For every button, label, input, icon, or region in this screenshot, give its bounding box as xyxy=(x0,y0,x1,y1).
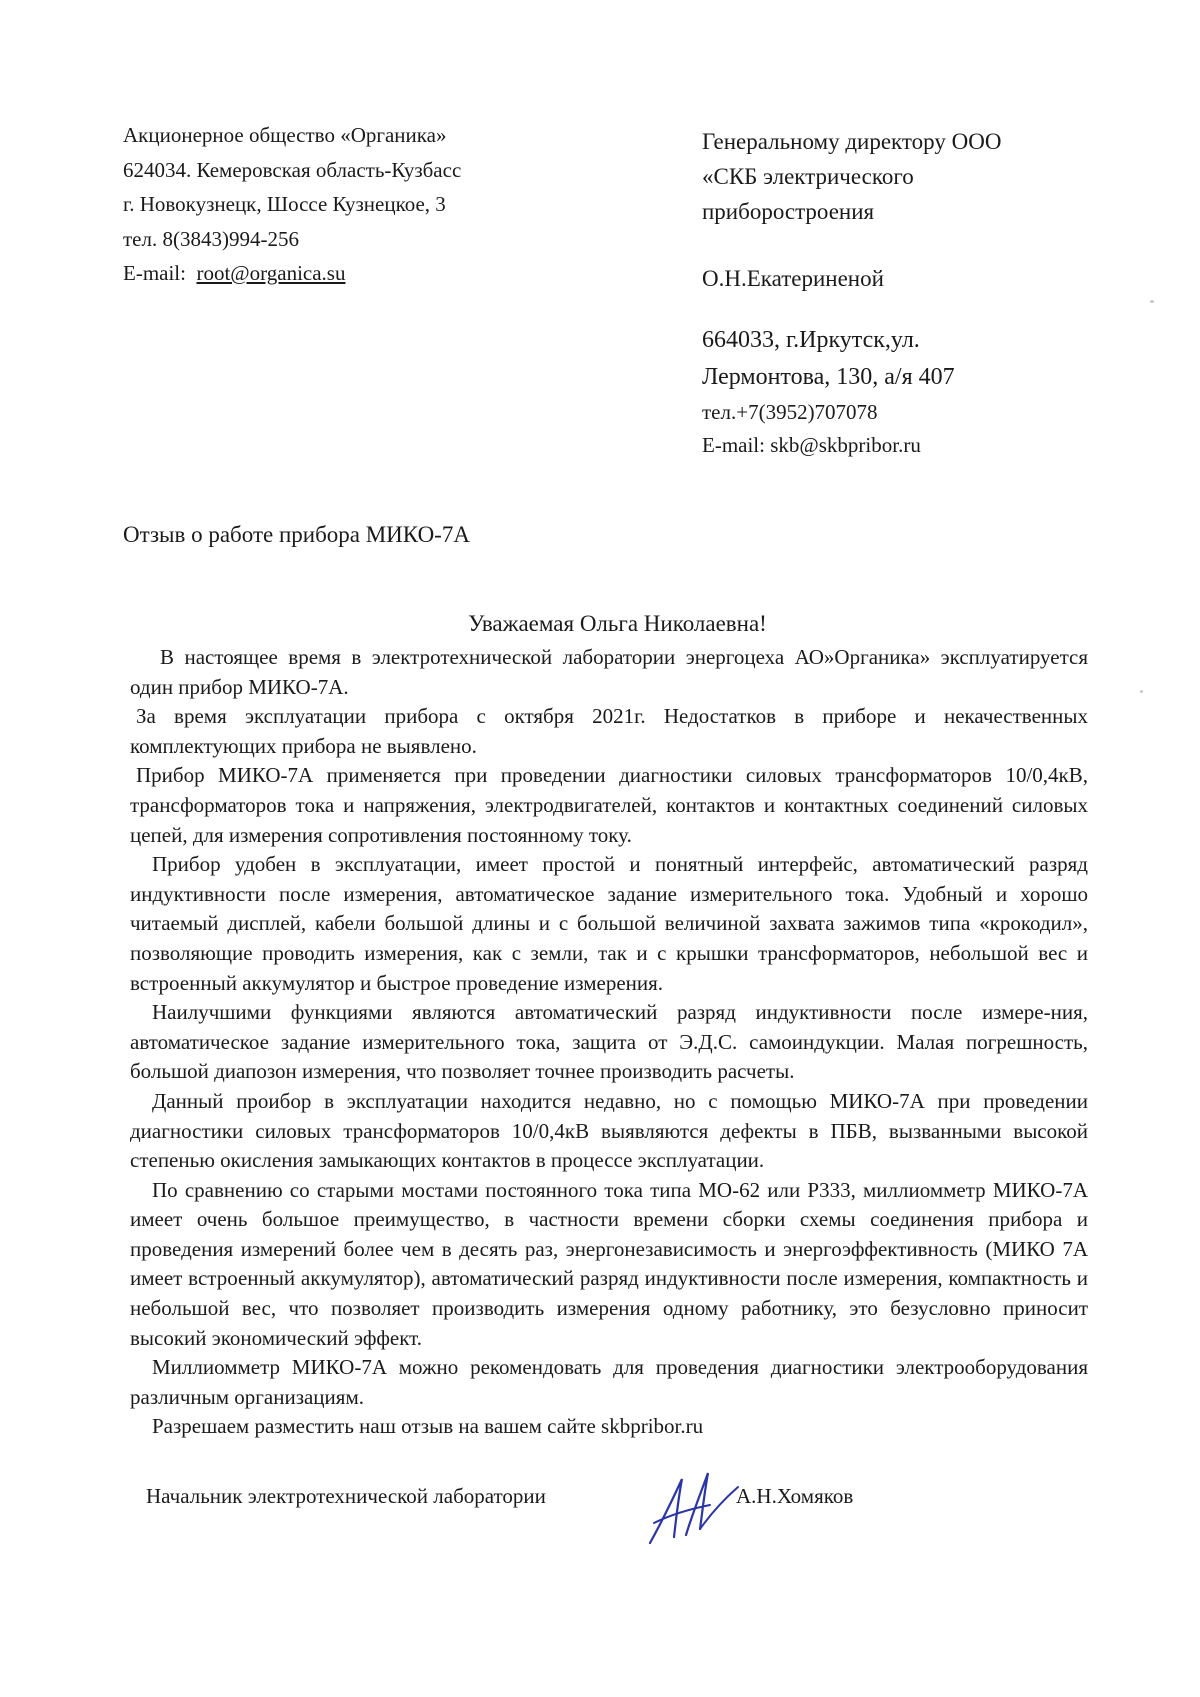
recipient-name: О.Н.Екатериненой xyxy=(702,266,884,291)
recipient-address-line2: Лермонтова, 130, а/я 407 xyxy=(702,364,955,390)
sender-block xyxy=(123,118,461,291)
handwritten-signature xyxy=(640,1465,750,1555)
body-paragraph: Прибор МИКО-7А применяется при проведении диагностики силовых трансформаторов 10/0,4кВ, трансформаторов тока и напряжения, электродвигателей, контактов и контактных соединений силовых цепей, для измерения сопротивления постоянному току. xyxy=(130,763,1088,847)
sender-phone: тел. 8(3843)994-256 xyxy=(123,226,299,251)
recipient-line1: Генеральному директору ООО xyxy=(702,129,1002,154)
body-paragraph: Миллиомметр МИКО-7А можно рекомендовать для проведения диагностики электрооборудования различным организациям. xyxy=(130,1355,1088,1409)
body-paragraph: В настоящее время в электротехнической лаборатории энергоцеха АО»Органика» эксплуатируется один прибор МИКО-7А. xyxy=(130,645,1088,699)
recipient-phone: тел.+7(3952)707078 xyxy=(702,400,878,424)
sender-email-line xyxy=(123,256,461,291)
signatory-title: Начальник электротехнической лаборатории xyxy=(146,1484,546,1508)
scan-speck xyxy=(1140,690,1143,693)
letter-subject: Отзыв о работе прибора МИКО-7А xyxy=(123,522,470,547)
body-paragraph: Разрешаем разместить наш отзыв на вашем сайте skbpribor.ru xyxy=(152,1414,704,1439)
sender-email-link[interactable]: root@organica.su xyxy=(196,261,346,285)
recipient-block xyxy=(702,124,1001,462)
body-paragraph: Прибор удобен в эксплуатации, имеет простой и понятный интерфейс, автоматический разряд индуктивности после измерения, автоматическое задание измерительного тока. Удобный и хорошо читаемый дисплей, кабели большой длины и с большой величиной захвата зажимов типа «крокодил», позволяющие проводить измерения, как с земли, так и с крышки трансформаторов, небольшой вес и встроенный аккумулятор и быстрое проведение измерения. xyxy=(130,852,1088,995)
recipient-line3: приборостроения xyxy=(702,199,875,224)
letter-body xyxy=(130,643,1088,1442)
letter-greeting: Уважаемая Ольга Николаевна! xyxy=(468,611,767,636)
signatory-name: А.Н.Хомяков xyxy=(736,1484,854,1508)
recipient-address-line1: 664033, г.Иркутск,ул. xyxy=(702,327,920,353)
sender-email-label: E-mail: xyxy=(123,261,186,285)
sender-address-line2: г. Новокузнецк, Шоссе Кузнецкое, 3 xyxy=(123,192,446,216)
body-paragraph: За время эксплуатации прибора с октября 2021г. Недостатков в приборе и некачественных комплектующих прибора не выявлено. xyxy=(130,704,1088,758)
body-paragraph: Наилучшими функциями являются автоматический разряд индуктивности после измере-ния, автоматическое задание измерительного тока, защита от Э.Д.С. самоиндукции. Малая погрешность, большой диапозон измерения, что позволяет точнее производить расчеты. xyxy=(130,1000,1088,1084)
sender-address-line1: 624034. Кемеровская область-Кузбасс xyxy=(123,157,462,182)
body-paragraph: Данный проибор в эксплуатации находится недавно, но с помощью МИКО-7А при проведении диагностики силовых трансформаторов 10/0,4кВ выявляются дефекты в ПБВ, вызванными высокой степенью окисления замыкающих контактов в процессе эксплуатации. xyxy=(130,1088,1088,1173)
body-paragraph: По сравнению со старыми мостами постоянного тока типа МО-62 или Р333, миллиомметр МИКО-7А имеет очень большое преимущество, в частности времени сборки схемы соединения прибора и проведения измерений более чем в десять раз, энергонезависимость и энергоэффективность (МИКО 7А имеет встроенный аккумулятор), автоматический разряд индуктивности после измерения, компактность и небольшой вес, что позволяет производить измерения одному работнику, это безусловно приносит высокий экономический эффект. xyxy=(130,1177,1088,1350)
sender-company: Акционерное общество «Органика» xyxy=(123,123,447,147)
scan-speck xyxy=(1150,300,1154,303)
signature-block xyxy=(0,1465,1200,1555)
recipient-email: E-mail: skb@skbpribor.ru xyxy=(702,433,921,457)
recipient-line2: «СКБ электрического xyxy=(702,164,914,189)
